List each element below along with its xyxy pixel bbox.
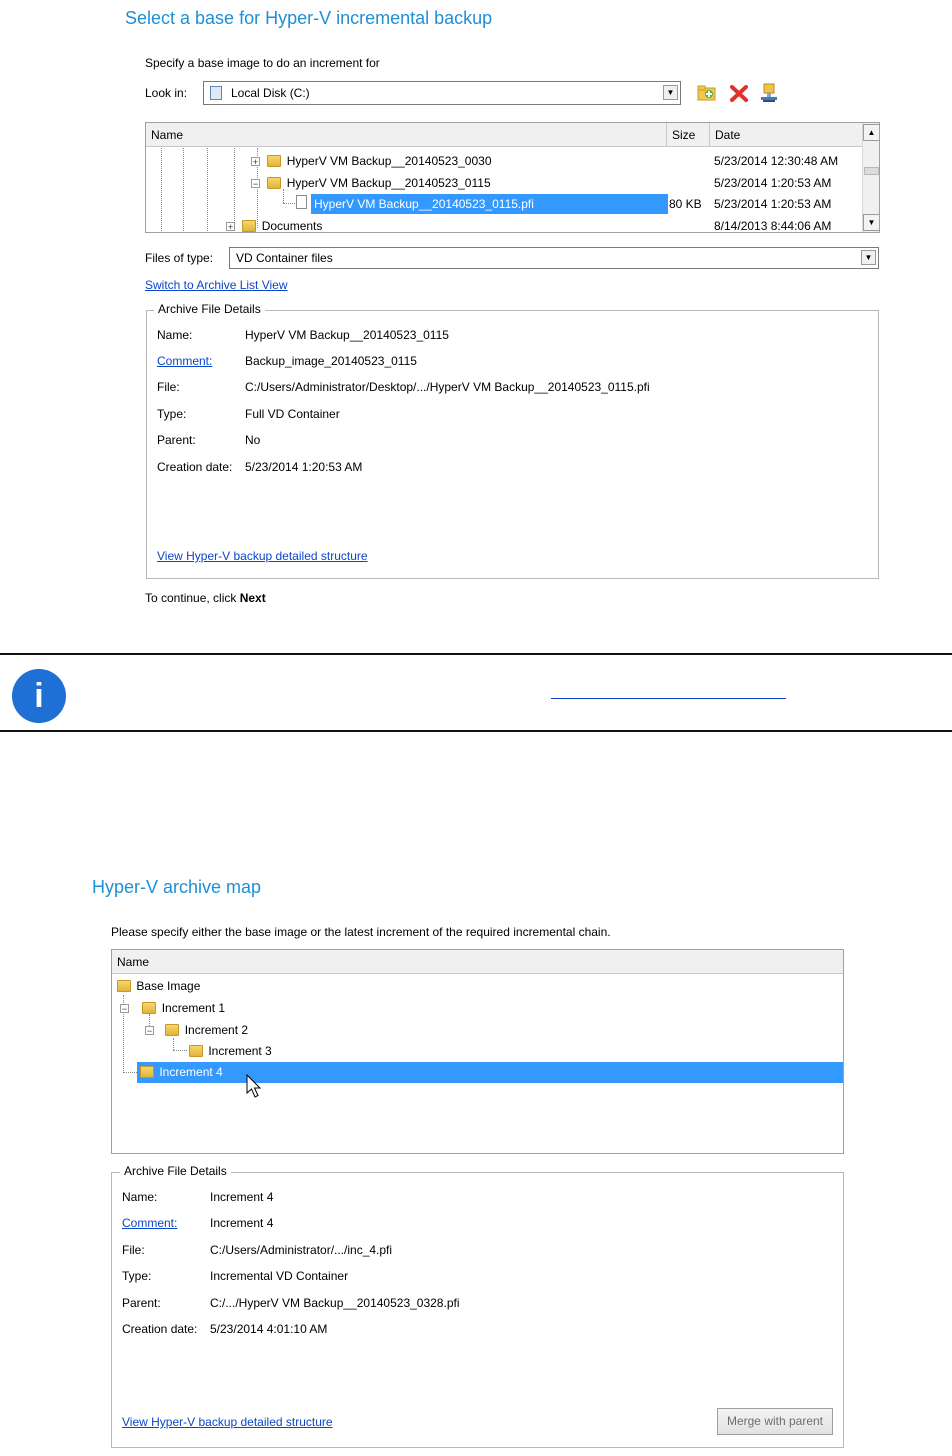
look-in-value: Local Disk (C:) [231, 86, 310, 100]
comment-link[interactable]: Comment: [122, 1216, 178, 1230]
creation-date-value: 5/23/2014 4:01:10 AM [210, 1322, 328, 1336]
expand-icon[interactable]: + [227, 222, 234, 232]
parent-value: No [245, 433, 261, 447]
file-date: 5/23/2014 1:20:53 AM [714, 176, 832, 190]
name-label: Name: [122, 1190, 158, 1204]
new-folder-icon[interactable] [697, 83, 717, 103]
parent-label: Parent: [122, 1296, 161, 1310]
list-item[interactable] [226, 216, 626, 233]
archive-map-title: Hyper-V archive map [92, 877, 262, 897]
continue-text: To continue, click Next [145, 591, 266, 605]
view-structure-link[interactable]: View Hyper-V backup detailed structure [122, 1415, 333, 1429]
delete-icon[interactable] [729, 83, 749, 103]
file-date: 5/23/2014 1:20:53 AM [714, 197, 832, 211]
column-header-name[interactable]: Name [117, 955, 150, 969]
folder-icon [242, 220, 256, 232]
page-title: Select a base for Hyper-V incremental backup [125, 8, 493, 28]
comment-value: Backup_image_20140523_0115 [245, 354, 417, 368]
collapse-icon[interactable]: − [146, 1026, 153, 1036]
file-size: 80 KB [669, 197, 702, 211]
chevron-down-icon[interactable]: ▼ [861, 250, 876, 265]
merge-with-parent-button[interactable]: Merge with parent [717, 1408, 833, 1435]
archive-icon [140, 1066, 154, 1078]
parent-value: C:/.../HyperV VM Backup__20140523_0328.pfi [210, 1296, 460, 1310]
parent-label: Parent: [157, 433, 196, 447]
archive-icon [117, 980, 131, 992]
file-name: HyperV VM Backup__20140523_0115 [286, 176, 491, 190]
creation-date-label: Creation date: [122, 1322, 198, 1336]
scroll-up-icon[interactable]: ▲ [863, 124, 880, 141]
divider [0, 730, 952, 732]
files-of-type-value: VD Container files [236, 251, 333, 265]
info-icon: i [12, 669, 66, 723]
file-name: Documents [261, 219, 323, 233]
collapse-icon[interactable]: − [121, 1004, 128, 1014]
vertical-scrollbar[interactable] [862, 123, 880, 233]
file-date: 8/14/2013 8:44:06 AM [714, 219, 832, 233]
type-value: Full VD Container [245, 407, 340, 421]
group-title: Archive File Details [120, 1164, 231, 1178]
type-label: Type: [157, 407, 187, 421]
drive-icon [210, 86, 222, 100]
scroll-down-icon[interactable]: ▼ [863, 214, 880, 231]
creation-date-label: Creation date: [157, 460, 233, 474]
mouse-cursor-icon [246, 1074, 264, 1100]
look-in-label: Look in: [145, 86, 188, 100]
archive-details-group [111, 1172, 844, 1448]
tree-item-base-image[interactable]: Base Image [117, 976, 200, 996]
expand-icon[interactable]: + [252, 157, 259, 167]
tree-item-increment-3[interactable]: Increment 3 [189, 1041, 272, 1061]
archive-icon [142, 1002, 156, 1014]
group-title: Archive File Details [154, 302, 265, 316]
file-browser-list[interactable] [145, 122, 880, 233]
tree-item-increment-2[interactable]: − Increment 2 [146, 1023, 249, 1037]
file-value: C:/Users/Administrator/Desktop/.../HyperV VM Backup__20140523_0115.pfi [245, 380, 650, 394]
archive-icon [189, 1045, 203, 1057]
column-header-date[interactable]: Date [715, 128, 741, 142]
type-label: Type: [122, 1269, 152, 1283]
archive-map-tree[interactable] [111, 949, 844, 1154]
archive-icon [165, 1024, 179, 1036]
archive-map-instruction: Please specify either the base image or the latest increment of the required incremental chain. [111, 925, 611, 939]
file-value: C:/Users/Administrator/.../inc_4.pfi [210, 1243, 393, 1257]
name-value: Increment 4 [210, 1190, 274, 1204]
type-value: Incremental VD Container [210, 1269, 349, 1283]
look-in-combo[interactable] [203, 81, 681, 105]
note-link-underline[interactable] [551, 698, 786, 699]
creation-date-value: 5/23/2014 1:20:53 AM [245, 460, 363, 474]
name-label: Name: [157, 328, 193, 342]
files-of-type-label: Files of type: [145, 251, 214, 265]
name-value: HyperV VM Backup__20140523_0115 [245, 328, 449, 342]
instruction-text: Specify a base image to do an increment for [145, 56, 380, 70]
file-icon [296, 195, 307, 209]
column-header-name[interactable]: Name [146, 123, 667, 146]
tree-item-increment-4[interactable]: Increment 4 [137, 1062, 843, 1083]
folder-icon [267, 155, 281, 167]
tree-item-increment-1[interactable]: − Increment 1 [121, 1001, 226, 1015]
comment-link[interactable]: Comment: [157, 354, 213, 368]
chevron-down-icon[interactable]: ▼ [663, 85, 678, 100]
comment-value: Increment 4 [210, 1216, 274, 1230]
network-icon[interactable] [758, 82, 780, 104]
collapse-icon[interactable]: − [252, 179, 259, 189]
column-header-size[interactable]: Size [667, 123, 710, 146]
file-name: HyperV VM Backup__20140523_0030 [286, 154, 492, 168]
scroll-thumb[interactable] [864, 167, 879, 175]
list-item-selected[interactable]: HyperV VM Backup__20140523_0115.pfi [311, 194, 668, 214]
file-date: 5/23/2014 12:30:48 AM [714, 154, 839, 168]
file-label: File: [157, 380, 180, 394]
switch-view-link[interactable]: Switch to Archive List View [145, 278, 288, 292]
folder-icon [267, 177, 281, 189]
file-label: File: [122, 1243, 145, 1257]
files-of-type-combo[interactable] [229, 247, 879, 269]
divider [0, 653, 952, 655]
view-structure-link[interactable]: View Hyper-V backup detailed structure [157, 549, 368, 563]
